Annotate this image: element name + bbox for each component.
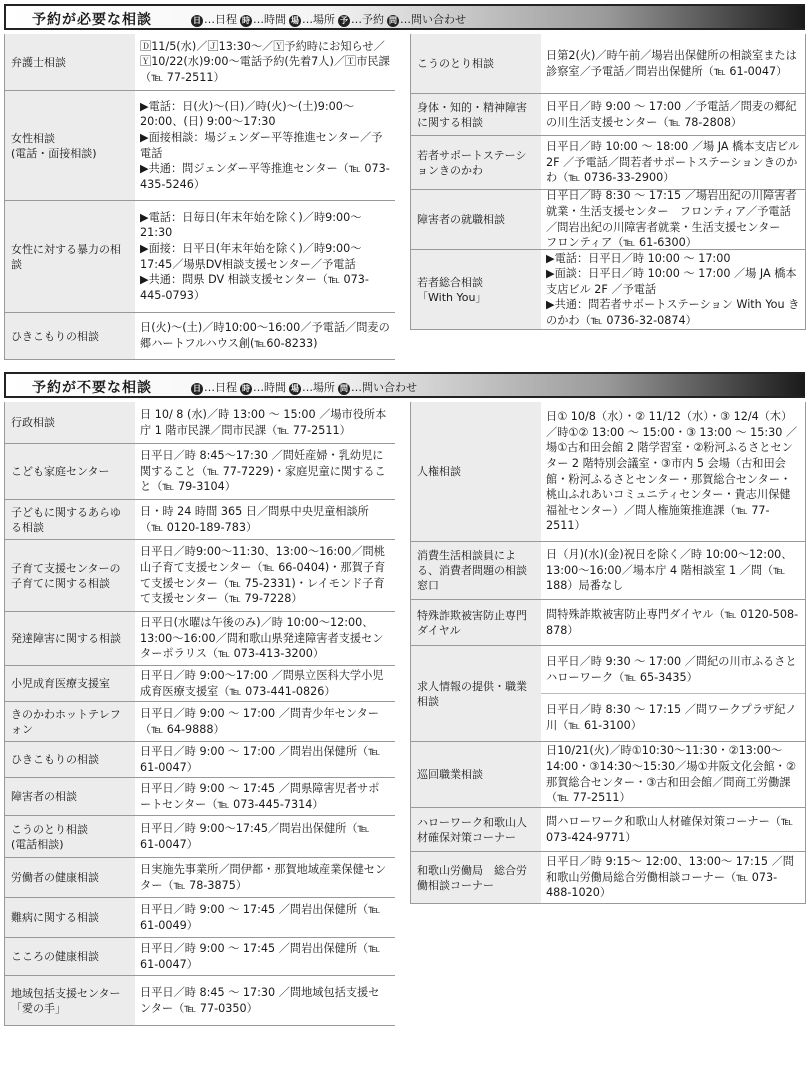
- consultation-detail: 日平日／時 9:30 ～ 17:00 ／問紀の川市ふるさとハローワーク（℡ 65-3435）: [541, 646, 805, 694]
- legend-text: …時間: [253, 13, 286, 26]
- consultation-row: [5, 938, 395, 976]
- consultation-row: [411, 190, 805, 250]
- consultation-name: 和歌山労働局 総合労働相談コーナー: [411, 852, 541, 903]
- consultation-row: [5, 702, 395, 742]
- consultation-row: [5, 91, 395, 201]
- unreserved-title: 予約が不要な相談: [32, 380, 152, 396]
- legend-icon: 場: [291, 16, 299, 25]
- legend-item: [337, 379, 417, 395]
- consultation-name: 労働者の健康相談: [5, 858, 135, 897]
- legend-icon: 時: [242, 16, 250, 25]
- consultation-row: [5, 666, 395, 702]
- consultation-detail: 日平日／時 8:30 ～ 17:15 ／問ワークプラザ紀ノ川（℡ 61-3100）: [546, 702, 797, 732]
- consultation-name: 地域包括支援センター「愛の手」: [5, 976, 135, 1025]
- consultation-name: 難病に関する相談: [5, 898, 135, 937]
- consultation-detail: 🄳11/5(水)／🄹13:30～／🅈予約時にお知らせ／🅈10/22(水)9:00～電話予約(先着7人)／🅃市民課（℡ 77-2511）: [135, 34, 395, 90]
- consultation-name: こころの健康相談: [5, 938, 135, 975]
- reserved-header: [4, 4, 805, 30]
- consultation-row: [5, 778, 395, 816]
- consultation-name: 求人情報の提供・職業相談: [411, 646, 541, 741]
- unreserved-left-column: [4, 402, 395, 1026]
- consultation-name: 特殊詐欺被害防止専門ダイヤル: [411, 600, 541, 645]
- consultation-row: [411, 742, 805, 808]
- consultation-detail: 日平日／時 8:45 ～ 17:30 ／問地域包括支援センター（℡ 77-0350）: [135, 976, 395, 1025]
- consultation-row: [5, 444, 395, 500]
- consultation-detail: 日平日(水曜は午後のみ)／時 10:00～12:00、13:00～16:00／問和歌山県発達障害者支援センターポラリス（℡ 073-413-3200）: [135, 612, 395, 665]
- legend-text: …場所: [302, 381, 335, 394]
- consultation-detail: 日平日／時 9:00 ～ 17:45 ／問岩出保健所（℡ 61-0047）: [135, 938, 395, 975]
- consultation-detail: ▶電話：日毎日(年末年始を除く)／時9:00～21:30 ▶面接：日平日(年末年始を除く)／時9:00～17:45／場県DV相談支援センター／予電話 ▶共通：問県 DV 相談支援センター（℡ 073-445-0793）: [135, 201, 395, 312]
- unreserved-section: [4, 372, 805, 1076]
- consultation-row: [411, 808, 805, 852]
- consultation-row: [411, 852, 805, 904]
- consultation-detail: 日（月)(水)(金)祝日を除く／時 10:00～12:00、13:00～16:00／場本庁 4 階相談室 1 ／問（℡ 188）局番なし: [541, 542, 805, 599]
- legend-text: …日程: [204, 13, 237, 26]
- consultation-detail: 日平日／時 9:00 ～ 17:45 ／問岩出保健所（℡ 61-0049）: [135, 898, 395, 937]
- consultation-name: 巡回職業相談: [411, 742, 541, 807]
- consultation-row: [411, 600, 805, 646]
- consultation-detail: ▶電話：日(火)～(日)／時(火)～(土)9:00～20:00、(日) 9:00～17:30 ▶面接相談：場ジェンダー平等推進センター／予電話 ▶共通：問ジェンダー平等推進センター（℡ 073-435-5246）: [135, 91, 395, 200]
- consultation-name: 消費生活相談員による、消費者問題の相談窓口: [411, 542, 541, 599]
- consultation-row: [411, 646, 805, 742]
- consultation-name: 若者サポートステーションきのかわ: [411, 136, 541, 189]
- legend-item: [288, 379, 335, 395]
- consultation-row: [5, 976, 395, 1026]
- consultation-detail: 問ハローワーク和歌山人材確保対策コーナー（℡ 073-424-9771）: [541, 808, 805, 851]
- consultation-name: こうのとり相談 (電話相談): [5, 816, 135, 857]
- consultation-row: [411, 250, 805, 330]
- consultation-name: 弁護士相談: [5, 34, 135, 90]
- consultation-name: 子どもに関するあらゆる相談: [5, 500, 135, 539]
- consultation-detail: 日実施先事業所／問伊都・那賀地域産業保健センター（℡ 78-3875）: [135, 858, 395, 897]
- legend-text: …予約: [351, 13, 384, 26]
- legend-text: …問い合わせ: [400, 13, 466, 26]
- consultation-detail: 日平日／時 9:00 ～ 17:00 ／問青少年センター（℡ 64-9888）: [135, 702, 395, 741]
- legend-icon: 日: [193, 384, 201, 393]
- legend-icon: 日: [193, 16, 201, 25]
- consultation-row: [5, 816, 395, 858]
- consultation-name: 行政相談: [5, 402, 135, 443]
- legend-icon: 予: [340, 16, 348, 25]
- consultation-detail: 問特殊詐欺被害防止専門ダイヤル（℡ 0120-508-878）: [541, 600, 805, 645]
- consultation-name: こども家庭センター: [5, 444, 135, 499]
- reserved-title: 予約が必要な相談: [32, 12, 152, 28]
- consultation-details: [541, 646, 805, 741]
- consultation-row: [411, 402, 805, 542]
- consultation-row: [5, 402, 395, 444]
- consultation-name: 人権相談: [411, 402, 541, 541]
- consultation-name: ハローワーク和歌山人材確保対策コーナー: [411, 808, 541, 851]
- consultation-detail: 日① 10/8（水）・② 11/12（水）・③ 12/4（木）／時①② 13:00 ～ 15:00・③ 13:00 ～ 15:30 ／場①古和田会館 2 階学習室・②粉河ふるさとセンター 2 階特別会議室・③市内 5 会場（古和田会館・粉河ふるさとセンター・那賀総合センター・桃山ふれあいコミュニティセンター・貴志川保健福祉センター）／問人権施策推進課（℡ 77-2511）: [541, 402, 805, 541]
- consultation-name: ひきこもりの相談: [5, 313, 135, 359]
- reserved-section: [4, 4, 805, 360]
- consultation-row: [5, 612, 395, 666]
- consultation-row: [411, 94, 805, 136]
- consultation-row: [5, 500, 395, 540]
- consultation-name: 身体・知的・精神障害に関する相談: [411, 94, 541, 135]
- legend-item: [239, 379, 286, 395]
- consultation-row: [411, 136, 805, 190]
- consultation-name: 小児成育医療支援室: [5, 666, 135, 701]
- reserved-legend: [190, 11, 468, 27]
- consultation-detail: 日平日／時 9:00～17:45／問岩出保健所（℡ 61-0047）: [135, 816, 395, 857]
- legend-text: …日程: [204, 381, 237, 394]
- consultation-detail: 日平日／時 9:00 ～ 17:00 ／問岩出保健所（℡ 61-0047）: [135, 742, 395, 777]
- consultation-detail: ▶電話：日平日／時 10:00 ～ 17:00 ▶面談：日平日／時 10:00 ～ 17:00 ／場 JA 橋本支店ビル 2F ／予電話 ▶共通：問若者サポートステーション With You きのかわ（℡ 0736-32-0874）: [541, 250, 805, 329]
- legend-item: [337, 11, 384, 27]
- legend-item: [239, 11, 286, 27]
- consultation-detail: 日平日／時 9:15～ 12:00、13:00～ 17:15 ／問和歌山労働局総合労働相談コーナー（℡ 073-488-1020）: [541, 852, 805, 903]
- legend-item: [190, 379, 237, 395]
- legend-icon: 場: [291, 384, 299, 393]
- consultation-row: [5, 742, 395, 778]
- legend-icon: 問: [389, 16, 397, 25]
- consultation-detail: 日第2(火)／時午前／場岩出保健所の相談室または診察室／予電話／問岩出保健所（℡ 61-0047）: [541, 34, 805, 93]
- consultation-name: きのかわホットテレフォン: [5, 702, 135, 741]
- consultation-detail: 日 10/ 8 (水)／時 13:00 ～ 15:00 ／場市役所本庁 1 階市民課／問市民課（℡ 77-2511）: [135, 402, 395, 443]
- unreserved-header: [4, 372, 805, 398]
- legend-icon: 問: [340, 384, 348, 393]
- consultation-detail: 日10/21(火)／時①10:30～11:30・②13:00～14:00・③14:30～15:30／場①井阪文化会館・②那賀総合センター・③古和田会館／問商工労働課（℡ 77-2511）: [541, 742, 805, 807]
- consultation-row: [411, 34, 805, 94]
- legend-item: [386, 11, 466, 27]
- consultation-detail: 日平日／時 8:45～17:30 ／問妊産婦・乳幼児に関すること（℡ 77-7229)・家庭児童に関すること（℡ 79-3104）: [135, 444, 395, 499]
- unreserved-right-column: [410, 402, 806, 904]
- consultation-name: 若者総合相談 「With You」: [411, 250, 541, 329]
- consultation-name: こうのとり相談: [411, 34, 541, 93]
- consultation-detail: 日平日／時 9:00 ～ 17:45 ／問県障害児者サポートセンター（℡ 073-445-7314）: [135, 778, 395, 815]
- consultation-name: ひきこもりの相談: [5, 742, 135, 777]
- consultation-detail: 日・時 24 時間 365 日／問県中央児童相談所（℡ 0120-189-783）: [135, 500, 395, 539]
- legend-text: …時間: [253, 381, 286, 394]
- reserved-left-column: [4, 34, 395, 360]
- consultation-name: 発達障害に関する相談: [5, 612, 135, 665]
- legend-text: …問い合わせ: [351, 381, 417, 394]
- consultation-detail: 日平日／時 9:00 ～ 17:00 ／予電話／問麦の郷紀の川生活支援センター（℡ 78-2808）: [541, 94, 805, 135]
- consultation-detail: 日平日／時9:00～11:30、13:00～16:00／問桃山子育て支援センター（℡ 66-0404)・那賀子育て支援センター（℡ 75-2331)・レイモンド子育て支援センター（℡ 79-7228）: [135, 540, 395, 611]
- consultation-detail: 日平日／時 9:00～17:00 ／問県立医科大学小児成育医療支援室（℡ 073-441-0826）: [135, 666, 395, 701]
- consultation-name: 女性相談 (電話・面接相談): [5, 91, 135, 200]
- consultation-name: 障害者の相談: [5, 778, 135, 815]
- consultation-name: 女性に対する暴力の相談: [5, 201, 135, 312]
- consultation-row: [5, 34, 395, 91]
- consultation-detail: 日平日／時 10:00 ～ 18:00 ／場 JA 橋本支店ビル 2F ／予電話／問若者サポートステーションきのかわ（℡ 0736-33-2900）: [541, 136, 805, 189]
- consultation-row: [5, 201, 395, 313]
- consultation-row: [5, 858, 395, 898]
- unreserved-legend: [190, 379, 419, 395]
- consultation-name: 障害者の就職相談: [411, 190, 541, 249]
- consultation-detail: 日平日／時 8:30 ～ 17:15 ／場岩出紀の川障害者就業・生活支援センター フロンティア／予電話／問岩出紀の川障害者就業・生活支援センター フロンティア（℡ 61-6300）: [541, 190, 805, 249]
- consultation-row: [5, 540, 395, 612]
- legend-text: …場所: [302, 13, 335, 26]
- legend-item: [190, 11, 237, 27]
- consultation-row: [5, 898, 395, 938]
- legend-icon: 時: [242, 384, 250, 393]
- reserved-right-column: [410, 34, 806, 330]
- consultation-row: [411, 542, 805, 600]
- consultation-row: [5, 313, 395, 360]
- legend-item: [288, 11, 335, 27]
- consultation-name: 子育て支援センターの子育てに関する相談: [5, 540, 135, 611]
- consultation-detail: 日(火)～(土)／時10:00～16:00／予電話／問麦の郷ハートフルハウス創(℡60-8233): [135, 313, 395, 359]
